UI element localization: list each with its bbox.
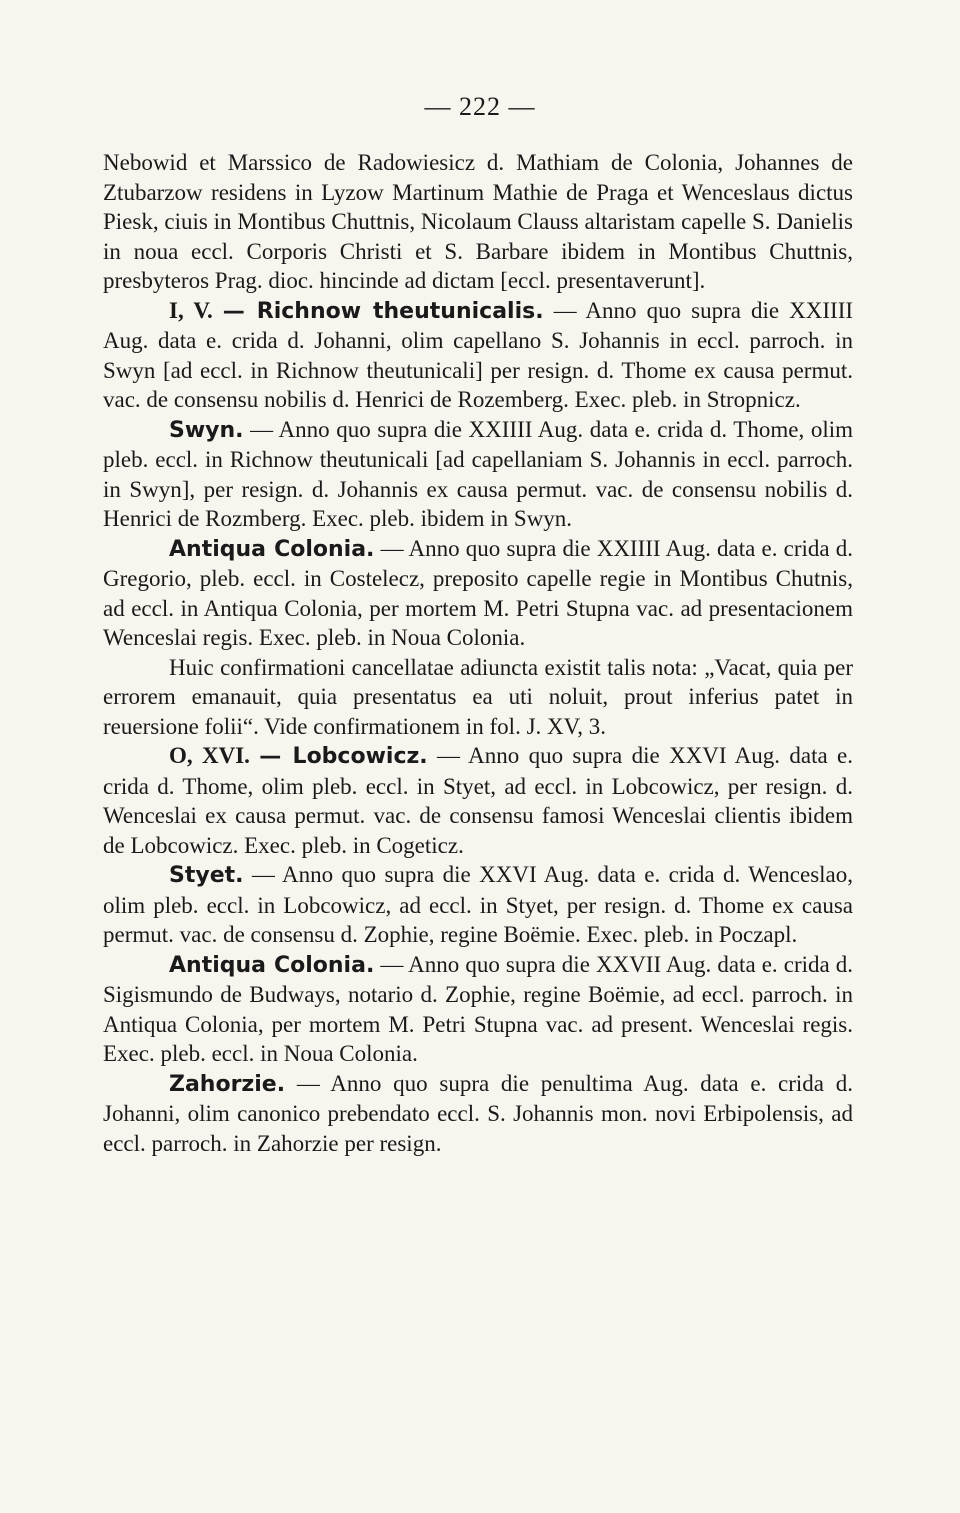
paragraph (103, 415, 853, 534)
place-heading: Antiqua Colonia. (169, 952, 375, 978)
paragraph (103, 534, 853, 653)
paragraph-text: Huic confirmationi cancellatae adiuncta existit talis nota: „Vacat, quia per errorem emanauit, quia presentatus ea uti noluit, prout inferius patet in reuersione folii“. Vide confirmationem in fol. J. XV, 3. (103, 654, 853, 739)
page-number: — 222 — (424, 92, 536, 121)
folio-marker: O, XVI. (169, 743, 250, 768)
paragraph (103, 653, 853, 742)
place-heading: Styet. (169, 863, 244, 888)
paragraph-text: — Anno quo supra die XXVI Aug. data e. crida d. Wenceslao, olim pleb. eccl. in Lobcowicz, ad eccl. in Styet, per resign. d. Thome ex causa permut. vac. de consensu d. Zophie, regine Boëmie. Exec. pleb. in Poczapl. (103, 862, 853, 947)
paragraph-text: — Anno quo supra die XXIIII Aug. data e. crida d. Johanni, olim capellano S. Johannis in eccl. parroch. in Swyn [ad eccl. in Richnow theutunicali] per resign. d. Thome ex causa permut. vac. de consensu nobilis d. Henrici de Rozemberg. Exec. pleb. in Stropnicz. (103, 297, 854, 412)
paragraph (103, 1069, 853, 1159)
paragraph-text: Nebowid et Marssico de Radowiesicz d. Mathiam de Colonia, Johannes de Ztubarzow residens in Lyzow Martinum Mathie de Praga et Wenceslaus dictus Piesk, ciuis in Montibus Chuttnis, Nicolaum Clauss altaristam capelle S. Danielis in noua eccl. Corporis Christi et S. Barbare ibidem in Montibus Chuttnis, presbyteros Prag. dioc. hincinde ad dictam [eccl. presentaverunt]. (103, 150, 853, 293)
place-heading: Zahorzie. (169, 1071, 286, 1097)
folio-marker: I, V. (169, 297, 213, 323)
paragraph (103, 860, 853, 950)
paragraph-text: — Anno quo supra die XXIIII Aug. data e. crida d. Thome, olim pleb. eccl. in Richnow theutunicali [ad capellaniam S. Johannis in eccl. parroch. in Swyn], per resign. d. Johannis ex causa permut. vac. de consensu nobilis d. Henrici de Rozmberg. Exec. pleb. ibidem in Swyn. (103, 416, 853, 531)
paragraph-text: — Anno quo supra die penultima Aug. data e. crida d. Johanni, olim canonico prebendato eccl. S. Johannis mon. novi Erbipolensis, ad eccl. parroch. in Zahorzie per resign. (103, 1070, 854, 1156)
paragraph (103, 148, 853, 296)
paragraph (103, 296, 853, 415)
place-heading: Swyn. (169, 417, 244, 443)
paragraph-text: — Anno quo supra die XXVI Aug. data e. crida d. Thome, olim pleb. eccl. in Styet, ad eccl. in Lobcowicz, per resign. d. Wenceslai ex causa permut. vac. de consensu famosi Wenceslai clientis ibidem de Lobcowicz. Exec. pleb. in Cogeticz. (103, 743, 853, 858)
place-heading: — Lobcowicz. (259, 744, 428, 769)
place-heading: — Richnow theutunicalis. (222, 298, 544, 324)
paragraph-text: — Anno quo supra die XXVII Aug. data e. crida d. Sigismundo de Budways, notario d. Zophie, regine Boëmie, ad eccl. parroch. in Antiqua Colonia, per mortem M. Petri Stupna vac. ad present. Wenceslai regis. Exec. pleb. eccl. in Noua Colonia. (103, 951, 854, 1066)
paragraph (103, 950, 853, 1069)
document-body (103, 148, 853, 1158)
place-heading: Antiqua Colonia. (169, 536, 375, 562)
paragraph-text: — Anno quo supra die XXIIII Aug. data e. crida d. Gregorio, pleb. eccl. in Costelecz, preposito capelle regie in Montibus Chutnis, ad eccl. in Antiqua Colonia, per mortem M. Petri Stupna vac. ad presentacionem Wenceslai regis. Exec. pleb. in Noua Colonia. (103, 535, 854, 650)
paragraph (103, 741, 853, 860)
